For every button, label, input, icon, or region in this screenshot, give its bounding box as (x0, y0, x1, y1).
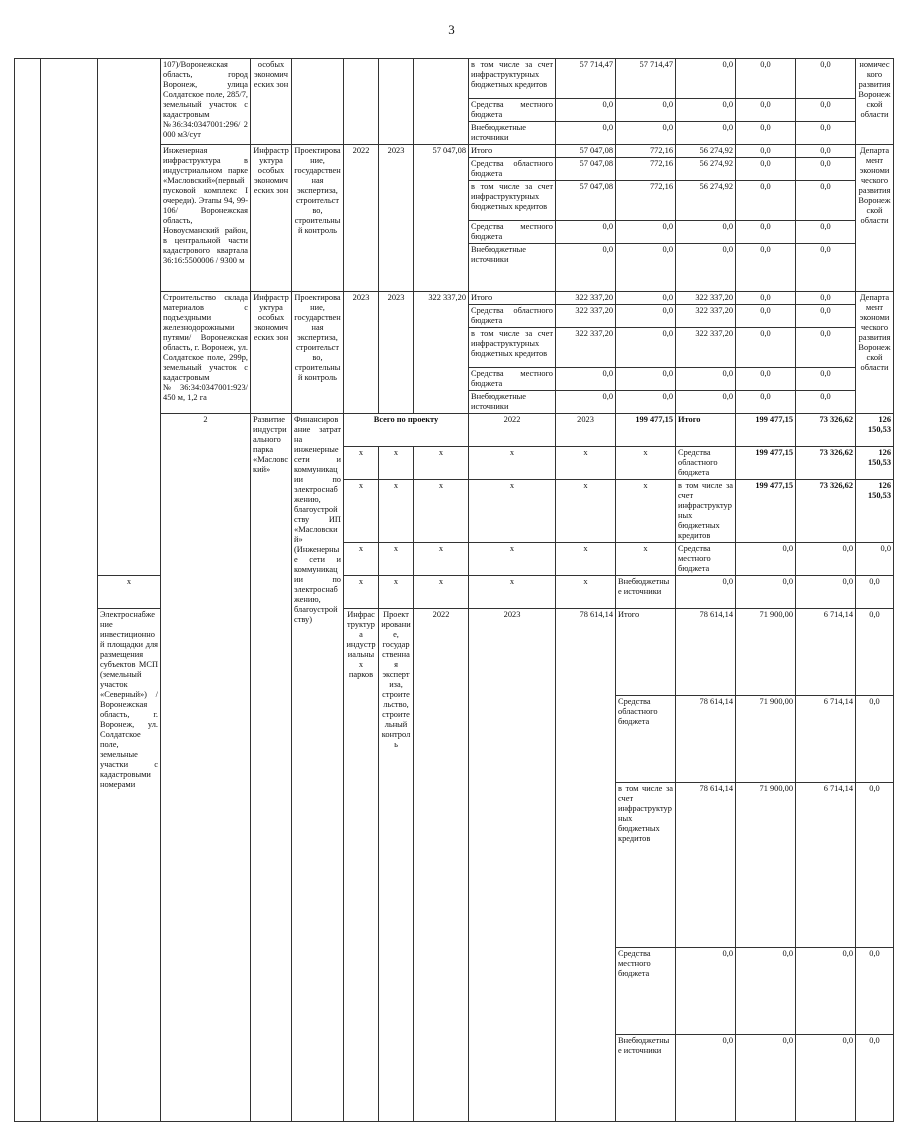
purpose-cell (98, 59, 161, 576)
total-cell: 78 614,14 (556, 609, 616, 1122)
x-cell: x (556, 576, 616, 609)
amount-cell: 322 337,20 (676, 292, 736, 305)
x-cell: x (379, 447, 414, 480)
amount-cell: 0,0 (736, 181, 796, 221)
x-cell: x (98, 576, 161, 609)
amount-cell: 0,0 (736, 292, 796, 305)
x-cell: x (344, 447, 379, 480)
amount-cell: 0,0 (676, 391, 736, 414)
amount-cell: 73 326,62 (796, 480, 856, 543)
object-type-cell: Инфраструктура особых экономических зон (251, 145, 292, 292)
amount-cell: 199 477,15 (736, 447, 796, 480)
amount-cell: 0,0 (796, 181, 856, 221)
source-cell: Средства областного бюджета (616, 695, 676, 782)
num-cell (15, 59, 41, 1122)
amount-cell: 322 337,20 (676, 305, 736, 328)
x-cell: x (379, 576, 414, 609)
amount-cell: 0,0 (736, 948, 796, 1035)
source-cell: Итого (616, 609, 676, 696)
total-cell: 199 477,15 (616, 414, 676, 447)
amount-cell: 0,0 (676, 1035, 736, 1122)
object-name-cell: 107)/Воронежская область, город Воронеж, улица Солдатское поле, 285/7, земельный участок с кадастровым №36:34:0347001:296/ 2 000 м3/сут (161, 59, 251, 145)
amount-cell: 57 714,47 (616, 59, 676, 99)
amount-cell: 322 337,20 (556, 292, 616, 305)
amount-cell: 0,0 (796, 292, 856, 305)
amount-cell: 126 150,53 (856, 414, 894, 447)
amount-cell: 0,0 (856, 948, 894, 1035)
responsible-cell: номического развития Воронежской области (856, 59, 894, 145)
amount-cell: 0,0 (796, 305, 856, 328)
object-name-cell: Строительство склада материалов с подъездными железнодорожными путями/ Воронежская область, г. Воронеж, ул. Солдатское поле, 299р, земельный участок с кадастровым №36:34:0347001:923/ 450 м, 1,2 га (161, 292, 251, 414)
source-cell: Внебюджетные источники (616, 576, 676, 609)
amount-cell: 322 337,20 (556, 305, 616, 328)
source-cell: Внебюджетные источники (616, 1035, 676, 1122)
amount-cell: 0,0 (856, 782, 894, 948)
amount-cell: 0,0 (616, 122, 676, 145)
x-cell: x (414, 576, 469, 609)
amount-cell: 78 614,14 (676, 782, 736, 948)
table-body (15, 59, 894, 1122)
section-purpose: Финансирование затрат на инженерные сети и коммуникации по электроснабжению, благоустройству ИП «Масловский» (Инженерные сети и коммуникации по электроснабжению, благоустройству) (292, 414, 344, 1122)
amount-cell: 71 900,00 (736, 609, 796, 696)
x-cell: x (556, 480, 616, 543)
amount-cell: 0,0 (736, 576, 796, 609)
source-cell: Средства местного бюджета (469, 221, 556, 244)
amount-cell: 57 047,08 (556, 181, 616, 221)
amount-cell: 0,0 (796, 145, 856, 158)
amount-cell: 126 150,53 (856, 480, 894, 543)
source-cell: Средства областного бюджета (469, 158, 556, 181)
doc-cell: Проектирование, государственная экспертиза, строительство, строительный контроль (379, 609, 414, 1122)
amount-cell: 57 714,47 (556, 59, 616, 99)
x-cell: x (344, 480, 379, 543)
year-start-cell: 2022 (344, 145, 379, 292)
budget-table (14, 58, 894, 1122)
project-cell (41, 59, 98, 1122)
source-cell: в том числе за счет инфраструктурных бюджетных кредитов (469, 328, 556, 368)
year-end-cell: 2023 (379, 292, 414, 414)
source-cell: Итого (469, 292, 556, 305)
year-start-cell: 2023 (344, 292, 379, 414)
amount-cell: 199 477,15 (736, 414, 796, 447)
source-cell: Средства местного бюджета (469, 99, 556, 122)
amount-cell: 0,0 (856, 576, 894, 609)
amount-cell: 0,0 (736, 1035, 796, 1122)
amount-cell: 322 337,20 (676, 328, 736, 368)
x-cell: x (469, 447, 556, 480)
amount-cell: 0,0 (856, 609, 894, 696)
source-cell: Внебюджетные источники (469, 122, 556, 145)
responsible-cell: Департамент экономического развития Воронежской области (856, 145, 894, 292)
section-number: 2 (161, 414, 251, 1122)
amount-cell: 0,0 (736, 145, 796, 158)
source-cell: Средства местного бюджета (616, 948, 676, 1035)
x-cell: x (414, 447, 469, 480)
amount-cell: 0,0 (676, 99, 736, 122)
doc-cell (292, 59, 344, 145)
amount-cell: 0,0 (736, 328, 796, 368)
amount-cell: 0,0 (796, 1035, 856, 1122)
x-cell: x (616, 480, 676, 543)
amount-cell: 772,16 (616, 181, 676, 221)
amount-cell: 0,0 (796, 328, 856, 368)
source-cell: в том числе за счет инфраструктурных бюджетных кредитов (676, 480, 736, 543)
object-name-cell: Электроснабжение инвестиционной площадки для размещения субъектов МСП (земельный участок «Северный») / Воронежская область, г. Воронеж, ул. Солдатское поле, земельные участки с кадастровыми номерами (98, 609, 161, 1122)
amount-cell: 0,0 (796, 122, 856, 145)
amount-cell: 78 614,14 (676, 609, 736, 696)
amount-cell: 0,0 (676, 122, 736, 145)
amount-cell: 0,0 (796, 391, 856, 414)
source-cell: Средства областного бюджета (676, 447, 736, 480)
amount-cell: 0,0 (796, 158, 856, 181)
year-start-cell: 2022 (414, 609, 469, 1122)
amount-cell: 772,16 (616, 145, 676, 158)
x-cell: x (469, 543, 556, 576)
x-cell: x (344, 543, 379, 576)
amount-cell: 0,0 (796, 221, 856, 244)
amount-cell: 71 900,00 (736, 695, 796, 782)
source-cell: Средства областного бюджета (469, 305, 556, 328)
amount-cell: 57 047,08 (556, 145, 616, 158)
object-type-cell: особых экономических зон (251, 59, 292, 145)
source-cell: в том числе за счет инфраструктурных бюджетных кредитов (616, 782, 676, 948)
amount-cell: 0,0 (736, 543, 796, 576)
amount-cell: 56 274,92 (676, 158, 736, 181)
source-cell: Средства местного бюджета (676, 543, 736, 576)
amount-cell: 0,0 (736, 305, 796, 328)
x-cell: x (556, 543, 616, 576)
amount-cell: 0,0 (736, 391, 796, 414)
amount-cell: 73 326,62 (796, 447, 856, 480)
amount-cell: 78 614,14 (676, 695, 736, 782)
responsible-cell: Департамент экономического развития Воронежской области (856, 292, 894, 414)
x-cell: x (379, 543, 414, 576)
amount-cell: 57 047,08 (556, 158, 616, 181)
amount-cell: 0,0 (676, 576, 736, 609)
amount-cell: 6 714,14 (796, 782, 856, 948)
amount-cell: 71 900,00 (736, 782, 796, 948)
amount-cell: 0,0 (736, 59, 796, 99)
amount-cell: 0,0 (796, 576, 856, 609)
source-cell: Средства местного бюджета (469, 368, 556, 391)
doc-cell: Проектирование, государственная экспертиза, строительство, строительный контроль (292, 145, 344, 292)
amount-cell: 0,0 (556, 391, 616, 414)
amount-cell: 0,0 (796, 368, 856, 391)
amount-cell: 0,0 (616, 244, 676, 292)
amount-cell: 0,0 (556, 99, 616, 122)
year-start-cell (344, 59, 379, 145)
amount-cell: 0,0 (796, 244, 856, 292)
amount-cell: 0,0 (616, 99, 676, 122)
amount-cell: 6 714,14 (796, 609, 856, 696)
amount-cell: 0,0 (676, 221, 736, 244)
table-row (15, 59, 894, 99)
source-cell: в том числе за счет инфраструктурных бюджетных кредитов (469, 181, 556, 221)
amount-cell: 0,0 (676, 244, 736, 292)
amount-cell: 0,0 (616, 368, 676, 391)
amount-cell: 0,0 (856, 543, 894, 576)
year-end-cell: 2023 (469, 609, 556, 1122)
section-title: Развитие индустриального парка «Масловский» (251, 414, 292, 1122)
amount-cell: 0,0 (736, 158, 796, 181)
amount-cell: 0,0 (796, 543, 856, 576)
x-cell: x (414, 543, 469, 576)
amount-cell: 126 150,53 (856, 447, 894, 480)
amount-cell: 0,0 (856, 1035, 894, 1122)
x-cell: x (379, 480, 414, 543)
source-cell: Итого (676, 414, 736, 447)
total-cell (414, 59, 469, 145)
amount-cell: 0,0 (736, 122, 796, 145)
amount-cell: 0,0 (556, 221, 616, 244)
x-cell: x (469, 480, 556, 543)
amount-cell: 0,0 (676, 59, 736, 99)
amount-cell: 56 274,92 (676, 145, 736, 158)
amount-cell: 0,0 (556, 244, 616, 292)
amount-cell: 0,0 (616, 328, 676, 368)
x-cell: x (344, 576, 379, 609)
amount-cell: 0,0 (736, 99, 796, 122)
x-cell: x (556, 447, 616, 480)
amount-cell: 772,16 (616, 158, 676, 181)
year-end-cell: 2023 (379, 145, 414, 292)
object-name-cell: Инженерная инфраструктура в индустриальном парке «Масловский»(первый пусковой комплекс I очереди). Этапы 94, 99-106/ Воронежская область, Новоусманский район, в центральной части кадастрового квартала 36:16:5500006 / 9300 м (161, 145, 251, 292)
amount-cell: 73 326,62 (796, 414, 856, 447)
amount-cell: 199 477,15 (736, 480, 796, 543)
amount-cell: 0,0 (616, 292, 676, 305)
source-cell: в том числе за счет инфраструктурных бюджетных кредитов (469, 59, 556, 99)
x-cell: x (414, 480, 469, 543)
object-type-cell: Инфраструктура индустриальных парков (344, 609, 379, 1122)
page-number: 3 (448, 22, 455, 37)
amount-cell: 0,0 (616, 221, 676, 244)
amount-cell: 0,0 (736, 368, 796, 391)
section-row (15, 576, 894, 609)
source-cell: Внебюджетные источники (469, 244, 556, 292)
source-cell: Внебюджетные источники (469, 391, 556, 414)
total-cell: 322 337,20 (414, 292, 469, 414)
amount-cell: 0,0 (676, 948, 736, 1035)
year-end-cell: 2023 (556, 414, 616, 447)
amount-cell: 0,0 (676, 368, 736, 391)
amount-cell: 322 337,20 (556, 328, 616, 368)
table-row (15, 609, 894, 696)
amount-cell: 56 274,92 (676, 181, 736, 221)
total-label-cell: Всего по проекту (344, 414, 469, 447)
amount-cell: 0,0 (736, 221, 796, 244)
doc-cell: Проектирование, государственная экспертиза, строительство, строительный контроль (292, 292, 344, 414)
year-end-cell (379, 59, 414, 145)
total-cell: 57 047,08 (414, 145, 469, 292)
amount-cell: 0,0 (616, 391, 676, 414)
amount-cell: 0,0 (556, 122, 616, 145)
year-start-cell: 2022 (469, 414, 556, 447)
amount-cell: 6 714,14 (796, 695, 856, 782)
amount-cell: 0,0 (736, 244, 796, 292)
x-cell: x (616, 543, 676, 576)
object-type-cell: Инфраструктура особых экономических зон (251, 292, 292, 414)
amount-cell: 0,0 (796, 99, 856, 122)
amount-cell: 0,0 (796, 59, 856, 99)
x-cell: x (469, 576, 556, 609)
x-cell: x (616, 447, 676, 480)
amount-cell: 0,0 (796, 948, 856, 1035)
amount-cell: 0,0 (616, 305, 676, 328)
amount-cell: 0,0 (556, 368, 616, 391)
source-cell: Итого (469, 145, 556, 158)
amount-cell: 0,0 (856, 695, 894, 782)
